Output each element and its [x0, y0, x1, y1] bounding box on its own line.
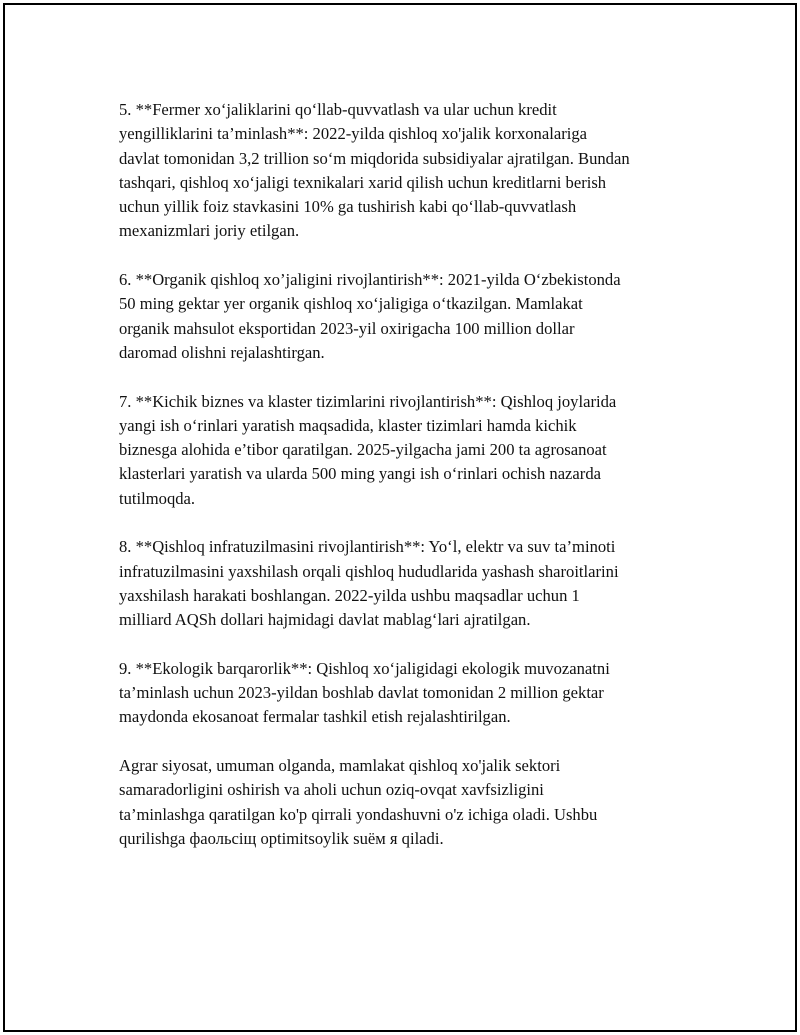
- text-line: organik mahsulot eksportidan 2023-yil oxirigacha 100 million dollar: [119, 318, 575, 338]
- text-line: qurilishga фаольсiщ optimitsoylik suëм я qiladi.: [119, 828, 444, 848]
- paragraph-conclusion: [119, 754, 697, 851]
- paragraph-farm-support: [119, 98, 697, 244]
- text-line: samaradorligini oshirish va aholi uchun oziq-ovqat xavfsizligini: [119, 780, 544, 800]
- text-line: ta’minlashga qaratilgan ko'p qirrali yondashuvni o'z ichiga oladi. Ushbu: [119, 804, 598, 824]
- text-line: 8. **Qishloq infratuzilmasini rivojlantirish**: Yo‘l, elektr va suv ta’minoti: [119, 537, 616, 557]
- document-page: [3, 3, 797, 1032]
- text-line: 6. **Organik qishloq xo’jaligini rivojlantirish**: 2021-yilda O‘zbekistonda: [119, 270, 621, 290]
- text-line: ta’minlash uchun 2023-yildan boshlab davlat tomonidan 2 million gektar: [119, 683, 604, 703]
- text-line: mexanizmlari joriy etilgan.: [119, 221, 300, 241]
- text-line: 50 ming gektar yer organik qishloq xo‘jaligiga o‘tkazilgan. Mamlakat: [119, 294, 583, 314]
- text-line: yengilliklarini ta’minlash**: 2022-yilda qishloq xo'jalik korxonalariga: [119, 124, 587, 144]
- paragraph-ecological-sustainability: [119, 657, 697, 730]
- paragraph-organic-farming: [119, 268, 697, 365]
- text-line: 5. **Fermer xo‘jaliklarini qo‘llab-quvvatlash va ular uchun kredit: [119, 100, 557, 119]
- text-line: davlat tomonidan 3,2 trillion so‘m miqdorida subsidiyalar ajratilgan. Bundan: [119, 148, 630, 168]
- text-line: Agrar siyosat, umuman olganda, mamlakat qishloq xo'jalik sektori: [119, 756, 561, 776]
- paragraph-small-business-clusters: [119, 390, 697, 511]
- text-line: 7. **Kichik biznes va klaster tizimlarini rivojlantirish**: Qishloq joylarida: [119, 391, 617, 411]
- text-line: 9. **Ekologik barqarorlik**: Qishloq xo‘jaligidagi ekologik muvozanatni: [119, 658, 610, 678]
- document-body: [119, 98, 697, 876]
- text-line: uchun yillik foiz stavkasini 10% ga tushirish kabi qo‘llab-quvvatlash: [119, 197, 577, 217]
- text-line: tashqari, qishloq xo‘jaligi texnikalari xarid qilish uchun kreditlarni berish: [119, 172, 607, 192]
- text-line: tutilmoqda.: [119, 488, 196, 508]
- text-line: maydonda ekosanoat fermalar tashkil etish rejalashtirilgan.: [119, 707, 511, 727]
- text-line: infratuzilmasini yaxshilash orqali qishloq hududlarida yashash sharoitlarini: [119, 561, 619, 581]
- text-line: yangi ish o‘rinlari yaratish maqsadida, klaster tizimlari hamda kichik: [119, 415, 577, 435]
- text-line: yaxshilash harakati boshlangan. 2022-yilda ushbu maqsadlar uchun 1: [119, 585, 580, 605]
- text-line: biznesga alohida e’tibor qaratilgan. 2025-yilgacha jami 200 ta agrosanoat: [119, 440, 607, 460]
- text-line: klasterlari yaratish va ularda 500 ming yangi ish o‘rinlari ochish nazarda: [119, 464, 601, 484]
- paragraph-rural-infrastructure: [119, 535, 697, 632]
- text-line: daromad olishni rejalashtirgan.: [119, 342, 325, 362]
- text-line: milliard AQSh dollari hajmidagi davlat mablag‘lari ajratilgan.: [119, 610, 531, 630]
